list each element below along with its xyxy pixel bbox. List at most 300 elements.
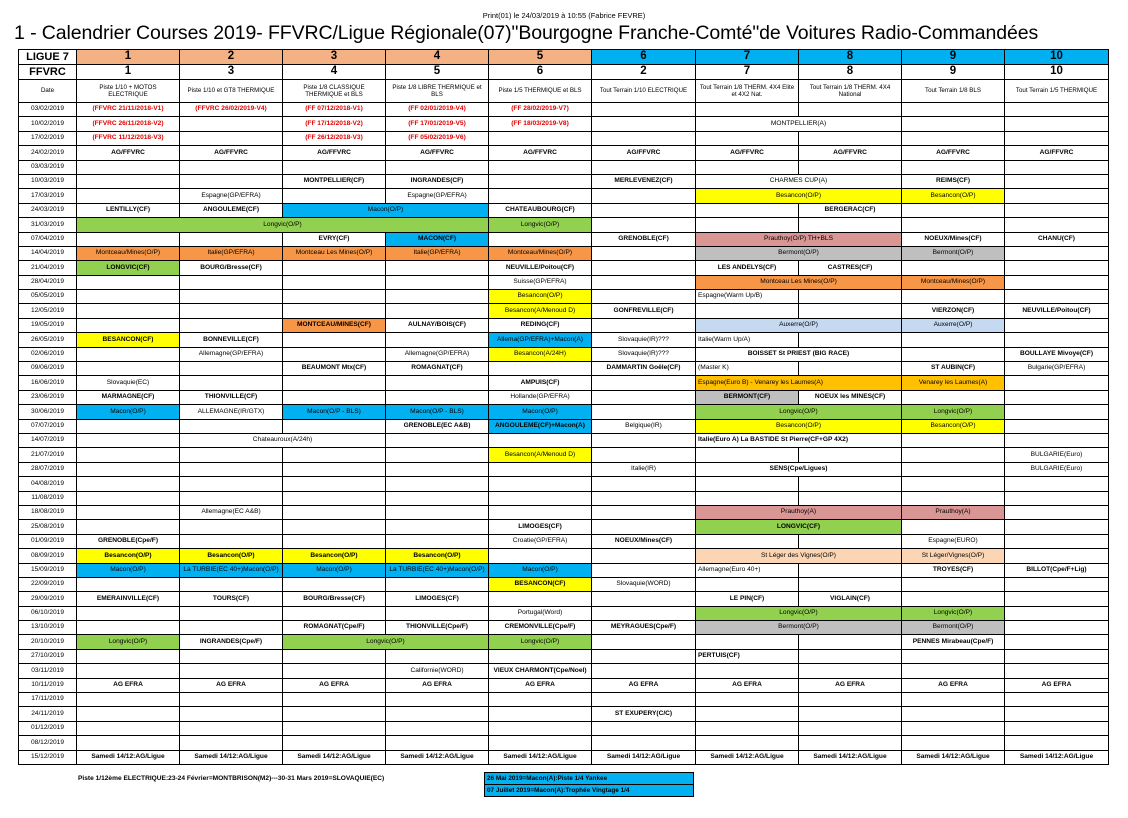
event-cell: BERMONT(CF) xyxy=(696,390,799,404)
event-cell: Longvic(O/P) xyxy=(489,635,592,649)
event-cell xyxy=(489,707,592,721)
event-cell xyxy=(386,721,489,735)
event-cell xyxy=(77,606,180,620)
event-cell xyxy=(902,290,1005,304)
event-cell xyxy=(902,707,1005,721)
event-cell xyxy=(799,131,902,145)
ligue-column-number: 6 xyxy=(592,50,696,65)
event-cell: Auxerre(O/P) xyxy=(902,318,1005,332)
event-cell xyxy=(799,304,902,318)
event-cell xyxy=(902,736,1005,750)
event-cell: MARMAGNE(CF) xyxy=(77,390,180,404)
event-cell xyxy=(1005,477,1109,491)
event-cell xyxy=(696,577,799,591)
event-cell: Macon(O/P) xyxy=(77,563,180,577)
date-cell: 31/03/2019 xyxy=(19,218,77,232)
event-cell xyxy=(386,505,489,519)
event-cell: AG/FFVRC xyxy=(283,146,386,160)
event-cell: VIGLAIN(CF) xyxy=(799,592,902,606)
event-cell xyxy=(283,664,386,678)
event-cell xyxy=(489,649,592,663)
event-cell xyxy=(77,304,180,318)
ligue-column-number: 10 xyxy=(1005,50,1109,65)
event-cell: Montceau Les Mines(O/P) xyxy=(283,246,386,260)
event-cell xyxy=(902,333,1005,347)
event-cell: MEYRAGUES(Cpe/F) xyxy=(592,621,696,635)
event-cell xyxy=(283,290,386,304)
event-cell: Bulgarie(GP/EFRA) xyxy=(1005,362,1109,376)
event-cell: AG EFRA xyxy=(902,678,1005,692)
event-cell: AG EFRA xyxy=(180,678,283,692)
date-cell: 10/03/2019 xyxy=(19,174,77,188)
event-cell xyxy=(283,707,386,721)
event-cell xyxy=(592,275,696,289)
event-cell xyxy=(283,448,386,462)
event-cell xyxy=(489,174,592,188)
event-cell: Samedi 14/12:AG/Ligue xyxy=(489,750,592,764)
ffvrc-column-number: 6 xyxy=(489,65,592,80)
event-cell xyxy=(180,707,283,721)
table-row xyxy=(19,707,1109,721)
event-cell xyxy=(592,448,696,462)
event-cell: GRENOBLE(Cpe/F) xyxy=(77,534,180,548)
table-row xyxy=(19,520,1109,534)
category-header: Tout Terrain 1/8 THERM. 4X4 Elite et 4X2 Nat. xyxy=(696,80,799,103)
table-row xyxy=(19,189,1109,203)
event-cell xyxy=(283,189,386,203)
category-header: Tout Terrain 1/5 THERMIQUE xyxy=(1005,80,1109,103)
event-cell: AG EFRA xyxy=(1005,678,1109,692)
event-cell xyxy=(799,534,902,548)
event-cell xyxy=(386,448,489,462)
event-cell xyxy=(489,160,592,174)
category-header: Piste 1/5 THERMIQUE et BLS xyxy=(489,80,592,103)
event-cell: Besancon(O/P) xyxy=(77,549,180,563)
date-cell: 23/06/2019 xyxy=(19,390,77,404)
date-cell: 24/02/2019 xyxy=(19,146,77,160)
event-cell: Italie(IR) xyxy=(592,462,696,476)
footer-note: Piste 1/12ème ELECTRIQUE:23-24 Février=MONTBRISON(M2)---30-31 Mars 2019=SLOVAQUIE(EC) xyxy=(78,775,385,782)
date-cell: 30/06/2019 xyxy=(19,405,77,419)
event-cell: AG/FFVRC xyxy=(799,146,902,160)
ffvrc-label: FFVRC xyxy=(19,65,77,80)
event-cell: St Léger/Vignes(O/P) xyxy=(902,549,1005,563)
event-cell: AG EFRA xyxy=(696,678,799,692)
event-cell: Macon(O/P) xyxy=(77,405,180,419)
date-cell: 08/09/2019 xyxy=(19,549,77,563)
event-cell xyxy=(386,649,489,663)
date-cell: 22/09/2019 xyxy=(19,577,77,591)
event-cell: ROMAGNAT(Cpe/F) xyxy=(283,621,386,635)
event-cell xyxy=(489,433,592,447)
event-cell: Macon(O/P) xyxy=(283,563,386,577)
table-row xyxy=(19,390,1109,404)
event-cell: BILLOT(Cpe/F+Lig) xyxy=(1005,563,1109,577)
event-cell: Espagne(GP/EFRA) xyxy=(180,189,283,203)
event-cell: Allemagne(Euro 40+) xyxy=(696,563,799,577)
event-cell: Longvic(O/P) xyxy=(902,405,1005,419)
event-cell: Besancon(O/P) xyxy=(902,419,1005,433)
event-cell xyxy=(1005,203,1109,217)
event-cell xyxy=(696,131,799,145)
event-cell xyxy=(799,563,902,577)
event-cell xyxy=(283,347,386,361)
event-cell: Prauthoy(A) xyxy=(902,505,1005,519)
event-cell: BERGERAC(CF) xyxy=(799,203,902,217)
event-cell xyxy=(283,577,386,591)
event-cell xyxy=(1005,290,1109,304)
date-cell: 15/09/2019 xyxy=(19,563,77,577)
event-cell: Macon(O/P) xyxy=(489,405,592,419)
event-cell xyxy=(77,290,180,304)
event-cell xyxy=(77,491,180,505)
event-cell xyxy=(180,520,283,534)
event-cell: BULGARIE(Euro) xyxy=(1005,462,1109,476)
event-cell: Californie(WORD) xyxy=(386,664,489,678)
event-cell xyxy=(592,563,696,577)
table-row xyxy=(19,462,1109,476)
event-cell xyxy=(799,103,902,117)
event-cell: Prauthoy(A) xyxy=(696,505,902,519)
event-cell xyxy=(180,491,283,505)
event-cell: (FFVRC 21/11/2018-V1) xyxy=(77,103,180,117)
event-cell xyxy=(696,736,799,750)
event-cell: MONTPELLIER(A) xyxy=(696,117,902,131)
page-title: 1 - Calendrier Courses 2019- FFVRC/Ligue Régionale(07)"Bourgogne Franche-Comté"de Voitures Radio-Commandées xyxy=(14,22,1039,44)
event-cell xyxy=(902,592,1005,606)
event-cell xyxy=(902,117,1005,131)
event-cell: Besancon(O/P) xyxy=(696,419,902,433)
ligue-column-number: 5 xyxy=(489,50,592,65)
event-cell xyxy=(386,606,489,620)
event-cell xyxy=(180,376,283,390)
event-cell xyxy=(77,448,180,462)
event-cell: Montceau/Mines(O/P) xyxy=(489,246,592,260)
event-cell: Italie(GP/EFRA) xyxy=(386,246,489,260)
event-cell: DAMMARTIN Goële(CF) xyxy=(592,362,696,376)
event-cell xyxy=(386,433,489,447)
event-cell: AG/FFVRC xyxy=(489,146,592,160)
event-cell: (FF 28/02/2019-V7) xyxy=(489,103,592,117)
table-row xyxy=(19,664,1109,678)
table-row xyxy=(19,203,1109,217)
event-cell xyxy=(1005,635,1109,649)
date-cell: 17/02/2019 xyxy=(19,131,77,145)
date-cell: 10/02/2019 xyxy=(19,117,77,131)
event-cell xyxy=(592,405,696,419)
event-cell: AG/FFVRC xyxy=(77,146,180,160)
event-cell: Venarey les Laumes(A) xyxy=(902,376,1005,390)
table-row xyxy=(19,534,1109,548)
event-cell: TOURS(CF) xyxy=(180,592,283,606)
event-cell: Besancon(A/Menoud D) xyxy=(489,448,592,462)
calendar-body xyxy=(19,103,1109,765)
event-cell xyxy=(283,275,386,289)
event-cell xyxy=(1005,376,1109,390)
date-cell: 07/07/2019 xyxy=(19,419,77,433)
event-cell: AG/FFVRC xyxy=(180,146,283,160)
event-cell: AG/FFVRC xyxy=(1005,146,1109,160)
event-cell xyxy=(592,664,696,678)
category-header: Tout Terrain 1/8 THERM. 4X4 National xyxy=(799,80,902,103)
event-cell xyxy=(77,462,180,476)
date-cell: 25/08/2019 xyxy=(19,520,77,534)
event-cell: AG/FFVRC xyxy=(386,146,489,160)
event-cell xyxy=(696,664,799,678)
event-cell: Samedi 14/12:AG/Ligue xyxy=(180,750,283,764)
event-cell xyxy=(283,693,386,707)
date-cell: 12/05/2019 xyxy=(19,304,77,318)
event-cell xyxy=(489,693,592,707)
event-cell xyxy=(592,491,696,505)
table-row xyxy=(19,649,1109,663)
event-cell xyxy=(799,577,902,591)
ffvrc-column-number: 10 xyxy=(1005,65,1109,80)
event-cell xyxy=(77,736,180,750)
event-cell xyxy=(386,462,489,476)
event-cell: REIMS(CF) xyxy=(902,174,1005,188)
event-cell xyxy=(902,649,1005,663)
date-cell: 13/10/2019 xyxy=(19,621,77,635)
event-cell xyxy=(77,520,180,534)
event-cell xyxy=(799,477,902,491)
event-cell: Longvic(O/P) xyxy=(696,606,902,620)
event-cell: Croatie(GP/EFRA) xyxy=(489,534,592,548)
event-cell: Macon(O/P - BLS) xyxy=(283,405,386,419)
event-cell xyxy=(283,160,386,174)
event-cell: LIMOGES(CF) xyxy=(386,592,489,606)
event-cell xyxy=(1005,606,1109,620)
event-cell xyxy=(592,635,696,649)
table-row xyxy=(19,261,1109,275)
event-cell: La TURBIE(EC 40+)Macon(O/P) xyxy=(386,563,489,577)
event-cell: NOEUX/Mines(CF) xyxy=(592,534,696,548)
ffvrc-column-number: 8 xyxy=(799,65,902,80)
event-cell: Allemagne(GP/EFRA) xyxy=(386,347,489,361)
event-cell xyxy=(902,347,1005,361)
event-cell xyxy=(386,693,489,707)
event-cell xyxy=(1005,261,1109,275)
table-row xyxy=(19,419,1109,433)
event-cell xyxy=(1005,592,1109,606)
event-cell xyxy=(386,577,489,591)
ligue-label: LIGUE 7 xyxy=(19,50,77,65)
event-cell: VIEUX CHARMONT(Cpe/Noel) xyxy=(489,664,592,678)
event-cell xyxy=(283,261,386,275)
event-cell xyxy=(180,174,283,188)
event-cell: BOISSET St PRIEST (BIG RACE) xyxy=(696,347,902,361)
ligue-column-number: 7 xyxy=(696,50,799,65)
category-header: Piste 1/10 et GT8 THERMIQUE xyxy=(180,80,283,103)
event-cell: Allemagne(EC A&B) xyxy=(180,505,283,519)
date-cell: 20/10/2019 xyxy=(19,635,77,649)
event-cell xyxy=(799,362,902,376)
event-cell xyxy=(1005,693,1109,707)
date-cell: 28/07/2019 xyxy=(19,462,77,476)
table-row xyxy=(19,131,1109,145)
event-cell xyxy=(592,131,696,145)
event-cell xyxy=(283,649,386,663)
event-cell xyxy=(902,721,1005,735)
event-cell: TROYES(CF) xyxy=(902,563,1005,577)
date-cell: 09/06/2019 xyxy=(19,362,77,376)
event-cell: Besancon(O/P) xyxy=(386,549,489,563)
event-cell: Longvic(O/P) xyxy=(902,606,1005,620)
event-cell xyxy=(283,534,386,548)
event-cell xyxy=(592,477,696,491)
event-cell: Suisse(GP/EFRA) xyxy=(489,275,592,289)
event-cell: INGRANDES(CF) xyxy=(386,174,489,188)
event-cell: CREMONVILLE(Cpe/F) xyxy=(489,621,592,635)
event-cell: BESANCON(CF) xyxy=(489,577,592,591)
event-cell: REDING(CF) xyxy=(489,318,592,332)
event-cell xyxy=(902,664,1005,678)
event-cell: Besancon(O/P) xyxy=(696,189,902,203)
event-cell xyxy=(592,390,696,404)
table-row xyxy=(19,477,1109,491)
event-cell: Samedi 14/12:AG/Ligue xyxy=(592,750,696,764)
event-cell xyxy=(180,477,283,491)
event-cell: Macon(O/P - BLS) xyxy=(386,405,489,419)
event-cell xyxy=(696,721,799,735)
event-cell xyxy=(283,736,386,750)
event-cell xyxy=(489,362,592,376)
event-cell xyxy=(902,491,1005,505)
event-cell xyxy=(1005,736,1109,750)
event-cell xyxy=(489,491,592,505)
event-cell: Espagne(Euro B) - Venarey les Laumes(A) xyxy=(696,376,902,390)
event-cell xyxy=(283,376,386,390)
event-cell xyxy=(592,290,696,304)
event-cell xyxy=(592,649,696,663)
date-cell: 11/08/2019 xyxy=(19,491,77,505)
ligue-column-number: 1 xyxy=(77,50,180,65)
event-cell: Bermont(O/P) xyxy=(696,621,902,635)
event-cell xyxy=(180,232,283,246)
table-row xyxy=(19,491,1109,505)
table-row xyxy=(19,290,1109,304)
event-cell: BULGARIE(Euro) xyxy=(1005,448,1109,462)
event-cell xyxy=(386,261,489,275)
event-cell xyxy=(696,160,799,174)
date-cell: 24/03/2019 xyxy=(19,203,77,217)
date-cell: 24/11/2019 xyxy=(19,707,77,721)
event-cell: Chateauroux(A/24h) xyxy=(180,433,386,447)
footer-highlight-line: 26 Mai 2019=Macon(A):Piste 1/4 Yankee xyxy=(484,772,694,784)
event-cell: AG EFRA xyxy=(489,678,592,692)
event-cell xyxy=(902,160,1005,174)
table-row xyxy=(19,505,1109,519)
event-cell: AG EFRA xyxy=(386,678,489,692)
table-row xyxy=(19,333,1109,347)
event-cell xyxy=(1005,549,1109,563)
event-cell xyxy=(1005,621,1109,635)
date-cell: 29/09/2019 xyxy=(19,592,77,606)
event-cell xyxy=(799,693,902,707)
event-cell xyxy=(489,462,592,476)
event-cell xyxy=(180,290,283,304)
event-cell xyxy=(1005,721,1109,735)
event-cell xyxy=(696,203,799,217)
event-cell xyxy=(696,448,799,462)
event-cell: LENTILLY(CF) xyxy=(77,203,180,217)
table-row xyxy=(19,376,1109,390)
event-cell: Montceau Les Mines(O/P) xyxy=(696,275,902,289)
event-cell: Samedi 14/12:AG/Ligue xyxy=(1005,750,1109,764)
event-cell: NOEUX les MINES(CF) xyxy=(799,390,902,404)
date-cell: 04/08/2019 xyxy=(19,477,77,491)
event-cell: Prauthoy(O/P) TH+BLS xyxy=(696,232,902,246)
event-cell xyxy=(902,448,1005,462)
table-row xyxy=(19,693,1109,707)
event-cell xyxy=(386,275,489,289)
event-cell xyxy=(592,693,696,707)
event-cell xyxy=(489,131,592,145)
date-cell: 15/12/2019 xyxy=(19,750,77,764)
table-row xyxy=(19,218,1109,232)
event-cell: MERLEVENEZ(CF) xyxy=(592,174,696,188)
event-cell: BOURG/Bresse(CF) xyxy=(283,592,386,606)
ffvrc-column-number: 4 xyxy=(283,65,386,80)
event-cell: BONNEVILLE(CF) xyxy=(180,333,283,347)
event-cell: ROMAGNAT(CF) xyxy=(386,362,489,376)
event-cell xyxy=(77,649,180,663)
date-cell: 14/07/2019 xyxy=(19,433,77,447)
event-cell: (FFVRC 26/02/2019-V4) xyxy=(180,103,283,117)
event-cell: AG/FFVRC xyxy=(592,146,696,160)
event-cell xyxy=(283,505,386,519)
table-row xyxy=(19,174,1109,188)
event-cell xyxy=(386,290,489,304)
calendar-table xyxy=(18,49,1109,765)
event-cell xyxy=(180,448,283,462)
event-cell: LIMOGES(CF) xyxy=(489,520,592,534)
event-cell xyxy=(1005,405,1109,419)
event-cell: (FFVRC 26/11/2018-V2) xyxy=(77,117,180,131)
event-cell xyxy=(799,736,902,750)
event-cell xyxy=(180,621,283,635)
event-cell xyxy=(1005,520,1109,534)
date-cell: 16/06/2019 xyxy=(19,376,77,390)
table-row xyxy=(19,318,1109,332)
table-row xyxy=(19,146,1109,160)
event-cell xyxy=(592,203,696,217)
event-cell: Auxerre(O/P) xyxy=(696,318,902,332)
event-cell: MONTCEAU/MINES(CF) xyxy=(283,318,386,332)
date-cell: 01/09/2019 xyxy=(19,534,77,548)
ffvrc-column-number: 7 xyxy=(696,65,799,80)
event-cell xyxy=(592,261,696,275)
event-cell: Italie(Warm Up/A) xyxy=(696,333,799,347)
event-cell: (FF 17/12/2018-V2) xyxy=(283,117,386,131)
event-cell xyxy=(696,477,799,491)
event-cell xyxy=(592,606,696,620)
event-cell: EMERAINVILLE(CF) xyxy=(77,592,180,606)
event-cell xyxy=(799,160,902,174)
table-row xyxy=(19,103,1109,117)
ligue-column-number: 3 xyxy=(283,50,386,65)
event-cell xyxy=(180,649,283,663)
event-cell: Besancon(O/P) xyxy=(489,290,592,304)
ffvrc-column-number: 9 xyxy=(902,65,1005,80)
event-cell xyxy=(799,707,902,721)
table-row xyxy=(19,347,1109,361)
event-cell xyxy=(696,534,799,548)
event-cell xyxy=(1005,318,1109,332)
event-cell: ANGOULEME(CF)+Macon(A) xyxy=(489,419,592,433)
event-cell: (FF 26/12/2018-V3) xyxy=(283,131,386,145)
date-cell: 28/04/2019 xyxy=(19,275,77,289)
